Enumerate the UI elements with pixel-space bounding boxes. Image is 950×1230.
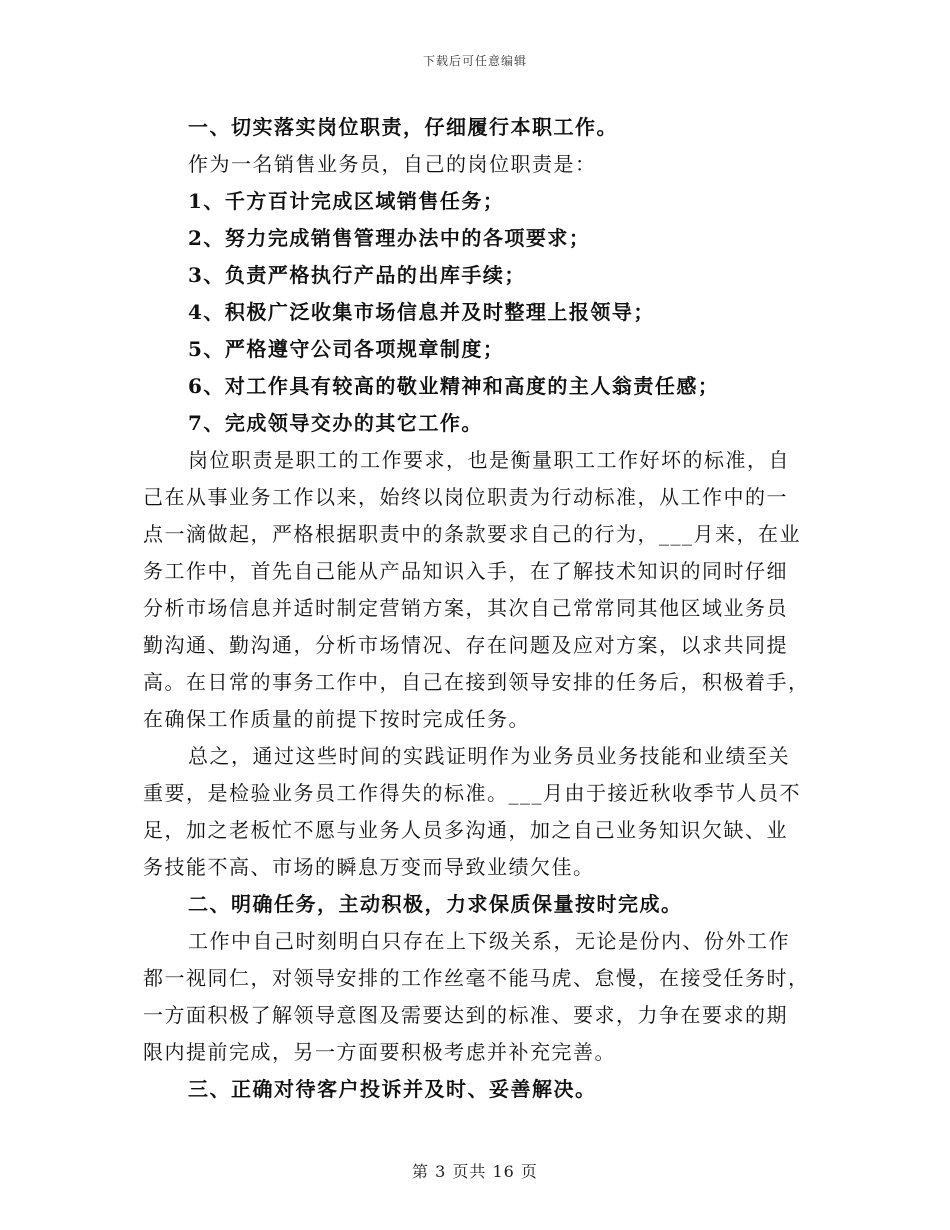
body-line: 一、切实落实岗位职责，仔细履行本职工作。	[188, 115, 618, 139]
body-line: 6、对工作具有较高的敬业精神和高度的主人翁责任感；	[188, 374, 720, 398]
body-line: 重要，是检验业务员工作得失的标准。___月由于接近秋收季节人员不	[143, 781, 801, 805]
page-number: 第 3 页共 16 页	[412, 1162, 538, 1181]
body-line: 高。在日常的事务工作中，自己在接到领导安排的任务后，积极着手，	[143, 670, 810, 694]
body-line: 二、明确任务，主动积极，力求保质保量按时完成。	[188, 892, 683, 916]
body-line: 分析市场信息并适时制定营销方案，其次自己常常同其他区域业务员	[143, 596, 788, 620]
body-line: 工作中自己时刻明白只存在上下级关系，无论是份内、份外工作	[188, 929, 790, 953]
body-line: 都一视同仁，对领导安排的工作丝毫不能马虎、怠慢，在接受任务时，	[143, 966, 810, 990]
body-line: 3、负责严格执行产品的出库手续；	[188, 263, 526, 287]
body-line: 己在从事业务工作以来，始终以岗位职责为行动标准，从工作中的一	[143, 485, 788, 509]
body-line: 足，加之老板忙不愿与业务人员多沟通，加之自己业务知识欠缺、业	[143, 818, 788, 842]
body-line: 务技能不高、市场的瞬息万变而导致业绩欠佳。	[143, 855, 595, 879]
body-line: 作为一名销售业务员，自己的岗位职责是：	[188, 152, 597, 176]
body-line: 务工作中，首先自己能从产品知识入手，在了解技术知识的同时仔细	[143, 559, 788, 583]
body-line: 在确保工作质量的前提下按时完成任务。	[143, 707, 530, 731]
page-header-note: 下载后可任意编辑	[422, 54, 527, 68]
body-line: 2、努力完成销售管理办法中的各项要求；	[188, 226, 591, 250]
body-line: 三、正确对待客户投诉并及时、妥善解决。	[188, 1077, 597, 1101]
body-line: 5、严格遵守公司各项规章制度；	[188, 337, 505, 361]
body-line: 7、完成领导交办的其它工作。	[188, 411, 483, 435]
body-line: 一方面积极了解领导意图及需要达到的标准、要求，力争在要求的期	[143, 1003, 788, 1027]
body-line: 4、积极广泛收集市场信息并及时整理上报领导；	[188, 300, 655, 324]
document-body	[143, 109, 810, 1108]
body-line: 总之，通过这些时间的实践证明作为业务员业务技能和业绩至关	[188, 744, 790, 768]
body-line: 限内提前完成，另一方面要积极考虑并补充完善。	[143, 1040, 616, 1064]
body-line: 点一滴做起，严格根据职责中的条款要求自己的行为，___月来，在业	[143, 522, 801, 546]
body-line: 1、千方百计完成区域销售任务；	[188, 189, 505, 213]
body-line: 岗位职责是职工的工作要求，也是衡量职工工作好坏的标准，自	[188, 448, 790, 472]
body-line: 勤沟通、勤沟通，分析市场情况、存在问题及应对方案，以求共同提	[143, 633, 788, 657]
